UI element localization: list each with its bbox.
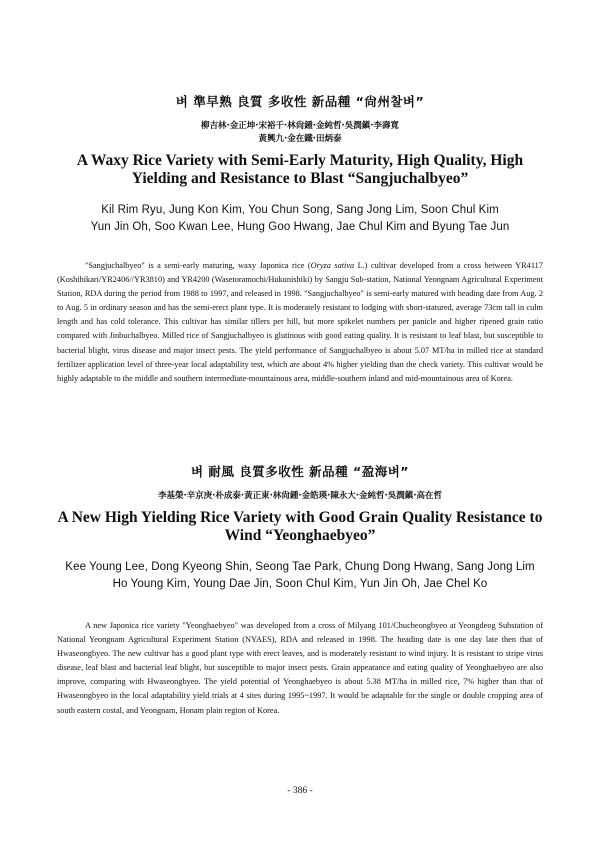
korean-authors: 柳吉林·金正坤·宋裕千·林尙鍾·金純哲·吳潤鎭·李壽寬 <box>201 121 399 131</box>
korean-title: 벼 準早熟 良質 多收性 新品種 “尙州찰벼” <box>175 94 425 109</box>
english-title: A New High Yielding Rice Variety with Good Grain Quality Resistance to Wind “Yeonghaebyeo” <box>57 509 543 544</box>
english-authors-line: Kee Young Lee, Dong Kyeong Shin, Seong Tae Park, Chung Dong Hwang, Sang Jong Lim <box>65 561 535 573</box>
page-number: - 386 - <box>287 786 313 796</box>
korean-authors: 黃興九·金在鐵·田炳泰 <box>258 134 342 144</box>
abstract: A new Japonica rice variety "Yeonghaebyeo" was developed from a cross of Milyang 101/Chucheongbyeo at Yeongdeog Substation of National Yeongnam Agricultural Experiment Station (NYAES), RDA and released in 1998. The heading date is one day late then that of Hwaseongbyeo. The new cultivar has a good plant type with erect leaves, and is moderately resistant to wind injury. It is resistant to stripe virus disease, leaf blast and bacterial leaf blight, but susceptible to major insect pests. Grain appearance and eating quality of Yeonghaebyeo are also improve, comparing with Hwaseongbyeo. The yield potential of Yeonghaebyeo is about 5.38 MT/ha in milled rice, 7% higher than that of Hwaseongbyeo in the local adaptability yield trials at 4 sites during 1995~1997. It would be adaptable for the single or double cropping area of south eastern costal, and Yeongnam, Honam plain region of Korea. <box>57 621 543 715</box>
article-sangjuchalbyeo <box>55 92 545 386</box>
english-authors <box>55 559 545 593</box>
english-title: A Waxy Rice Variety with Semi-Early Maturity, High Quality, High Yielding and Resistance to Blast “Sangjuchalbyeo” <box>76 152 524 187</box>
article-yeonghaebyeo <box>55 462 545 718</box>
english-authors-line: Kil Rim Ryu, Jung Kon Kim, You Chun Song, Sang Jong Lim, Soon Chul Kim <box>101 204 499 216</box>
abstract-text: L.) cultivar developed from a cross between YR4117 (Koshihikari/YR2406//YR3810) and YR4200 (Wasetoramochi/Hukunishiki) by Sangju Sub-station, National Yeongnam Agricultural Experiment Station, RDA during the period from 1988 to 1997, and released in 1998. "Sangjuchalbyeo" is semi-early matured with heading date from Aug. 2 to Aug. 5 in ordinary season and has the semi-erect plant type. It is moderately resistant to lodging with short-statured, average 73cm tall in culm length and has cold tolerance. This cultivar has similar tillers per hill, but more spikelet numbers per panicle and higher ripened grain ratio compared with Jinbuchalbyeo. Milled rice of Sangjuchalbyeo is glutinous with good eating quality. It is resistant to leaf blast, but susceptible to bacterial blight, virus disease and major insect pests. The yield performance of Sangjuchalbyeo is about 5.07 MT/ha in milled rice at standard fertilizer application level of three-year local adaptability test, which are about 4% higher yielding than the check variety. This cultivar would be highly adaptable to the middle and southern intermediate-mountainous area, middle-southern inland and mid-mountainous area of Korea. <box>57 261 543 383</box>
abstract-text: "Sangjuchalbyeo" is a semi-early maturing, waxy Japonica rice ( <box>85 261 311 270</box>
korean-authors: 李基榮·辛京庚·朴成泰·黃正東·林尙鍾·金皓瑛·陳永大·金純哲·吳潤鎭·高在哲 <box>157 491 443 501</box>
abstract <box>55 259 545 386</box>
species-name: Oryza sativa <box>310 261 355 270</box>
english-authors-line: Yun Jin Oh, Soo Kwan Lee, Hung Goo Hwang, Jae Chul Kim and Byung Tae Jun <box>90 221 510 233</box>
english-authors-line: Ho Young Kim, Young Dae Jin, Soon Chul Kim, Yun Jin Oh, Jae Chel Ko <box>112 578 488 590</box>
english-authors <box>55 202 545 236</box>
korean-title: 벼 耐風 良質多收性 新品種 “盈海벼” <box>191 464 409 479</box>
